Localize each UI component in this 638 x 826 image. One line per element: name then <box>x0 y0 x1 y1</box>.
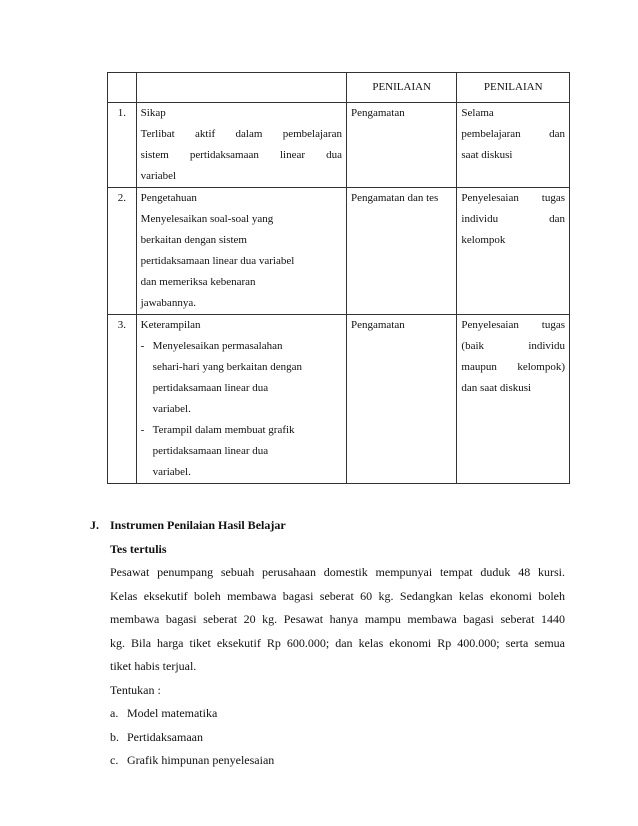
teknik-cell: Pengamatan dan tes <box>346 188 456 315</box>
indicator-cell <box>136 188 346 315</box>
list-item <box>110 749 565 773</box>
dash-list-item <box>141 336 342 420</box>
waktu-line: (baik individu <box>461 340 565 352</box>
waktu-line: saat diskusi <box>461 149 513 161</box>
indicator-line: variabel <box>140 170 177 182</box>
indicator-line: pertidaksamaan linear dua <box>152 445 269 457</box>
indicator-line: Terampil dalam membuat grafik <box>152 424 295 436</box>
table-row <box>108 188 570 315</box>
indicator-line: sistem pertidaksamaan linear dua <box>140 149 342 161</box>
paragraph-line: membawa bagasi seberat 20 kg. Pesawat hanya mampu membawa bagasi seberat 1440 <box>110 612 565 626</box>
list-item <box>110 702 565 726</box>
header-waktu: PENILAIAN <box>457 73 570 103</box>
indicator-title: Pengetahuan <box>140 192 197 204</box>
waktu-line: kelompok <box>461 234 506 246</box>
indicator-line: Menyelesaikan soal-soal yang <box>140 213 274 225</box>
header-no <box>108 73 137 103</box>
subsection-title: Tes tertulis <box>110 541 167 556</box>
waktu-cell <box>457 103 570 188</box>
prompt-text: Tentukan : <box>110 682 161 697</box>
indicator-line: Terlibat aktif dalam pembelajaran <box>140 128 342 140</box>
indicator-cell <box>136 103 346 188</box>
waktu-cell <box>457 315 570 484</box>
list-item <box>110 726 565 750</box>
indicator-title: Sikap <box>140 107 166 119</box>
waktu-line: Selama <box>461 107 494 119</box>
problem-paragraph <box>110 561 565 679</box>
teknik-cell: Pengamatan <box>346 103 456 188</box>
row-number: 2. <box>108 188 137 315</box>
section-heading <box>90 514 565 538</box>
list-letter: c. <box>110 753 119 767</box>
indicator-line: pertidaksamaan linear dua variabel <box>140 255 295 267</box>
dash-list-item <box>141 420 342 483</box>
section-instrumen <box>90 514 565 773</box>
list-text: Pertidaksamaan <box>127 729 203 744</box>
row-number: 1. <box>108 103 137 188</box>
dash-bullet: - <box>140 424 145 436</box>
indicator-line: Menyelesaikan permasalahan <box>152 340 283 352</box>
indicator-line: berkaitan dengan sistem <box>140 234 247 246</box>
teknik-cell: Pengamatan <box>346 315 456 484</box>
list-letter: b. <box>110 729 119 744</box>
header-indicator <box>136 73 346 103</box>
row-number: 3. <box>108 315 137 484</box>
waktu-cell <box>457 188 570 315</box>
indicator-line: pertidaksamaan linear dua <box>152 382 269 394</box>
indicator-line: jawabannya. <box>140 297 196 309</box>
list-text: Model matematika <box>127 706 218 720</box>
paragraph-line: tiket habis terjual. <box>110 659 197 673</box>
indicator-line: dan memeriksa kebenaran <box>140 276 256 288</box>
waktu-line: maupun kelompok) <box>461 361 565 373</box>
indicator-line: variabel. <box>152 466 191 478</box>
paragraph-line: Kelas eksekutif boleh membawa bagasi seberat 60 kg. Sedangkan kelas ekonomi boleh <box>110 588 565 603</box>
table-header-row <box>108 73 570 103</box>
waktu-line: Penyelesaian tugas <box>461 192 565 204</box>
section-title: Instrumen Penilaian Hasil Belajar <box>110 518 286 532</box>
paragraph-line: kg. Bila harga tiket eksekutif Rp 600.000; dan kelas ekonomi Rp 400.000; serta semua <box>110 635 565 650</box>
waktu-line: dan saat diskusi <box>461 382 532 394</box>
indicator-title: Keterampilan <box>140 319 201 331</box>
assessment-table <box>107 72 570 484</box>
waktu-line: pembelajaran dan <box>461 128 565 140</box>
section-letter: J. <box>90 518 99 532</box>
table-row <box>108 103 570 188</box>
list-text: Grafik himpunan penyelesaian <box>127 753 275 767</box>
waktu-line: individu dan <box>461 213 565 225</box>
waktu-line: Penyelesaian tugas <box>461 319 565 331</box>
header-teknik: PENILAIAN <box>346 73 456 103</box>
paragraph-line: Pesawat penumpang sebuah perusahaan domestik mempunyai tempat duduk 48 kursi. <box>110 565 565 579</box>
table-row <box>108 315 570 484</box>
dash-bullet: - <box>140 340 145 352</box>
indicator-cell <box>136 315 346 484</box>
indicator-line: sehari-hari yang berkaitan dengan <box>152 361 303 373</box>
indicator-line: variabel. <box>152 403 191 415</box>
list-letter: a. <box>110 706 119 720</box>
